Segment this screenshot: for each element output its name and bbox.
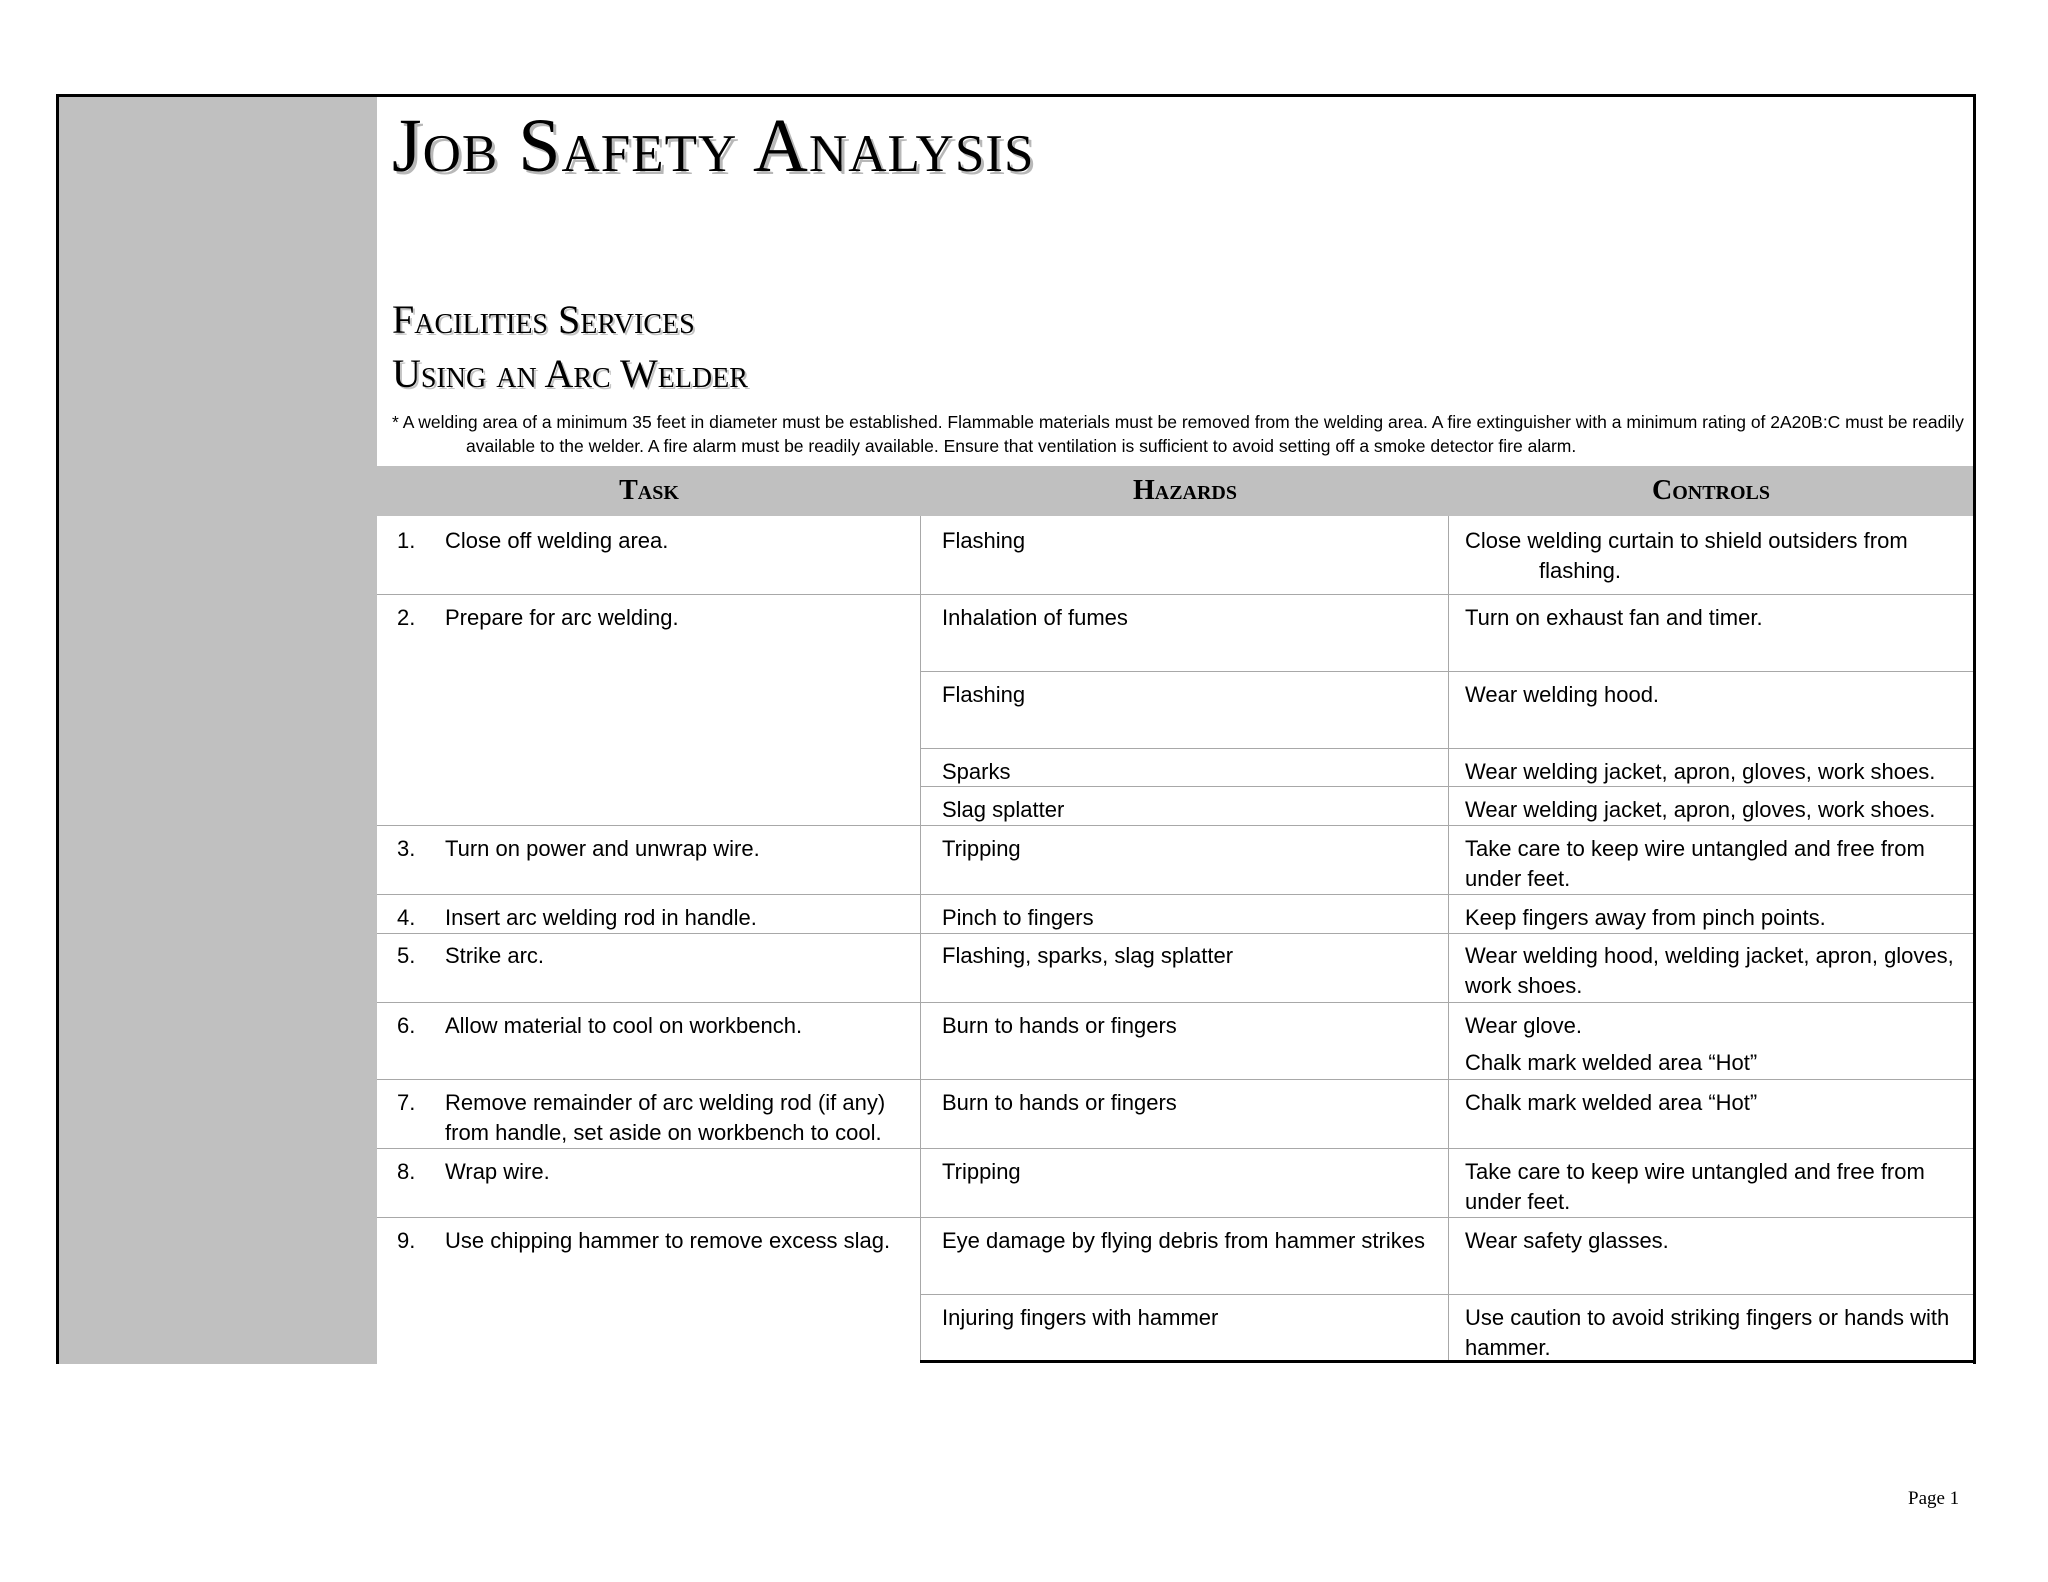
task-text: Close off welding area. <box>445 528 669 553</box>
document-title: Job Safety Analysis <box>392 104 1035 188</box>
hazard-cell: Burn to hands or fingers <box>942 1090 1177 1115</box>
hazard-cell: Tripping <box>942 836 1021 861</box>
safety-note-line-1: * A welding area of a minimum 35 feet in diameter must be established. Flammable materials must be removed from the welding area. A fire extinguisher with a minimum rating of 2A20B:C must be readily <box>392 412 1964 432</box>
hazard-cell: Inhalation of fumes <box>942 605 1128 630</box>
task-number: 5. <box>397 943 416 968</box>
hazard-cell: Flashing <box>942 528 1026 553</box>
task-text: Insert arc welding rod in handle. <box>445 905 757 930</box>
header-task: Task <box>619 475 679 506</box>
task-text: Strike arc. <box>445 943 545 968</box>
column-divider <box>1448 516 1449 1360</box>
table-header <box>377 466 1973 516</box>
table-bottom-border <box>920 1360 1976 1363</box>
control-cell-continued: under feet. <box>1465 1189 1571 1214</box>
control-cell-continued: work shoes. <box>1465 973 1583 998</box>
task-text: Turn on power and unwrap wire. <box>445 836 760 861</box>
task-number: 7. <box>397 1090 416 1115</box>
left-sidebar-band <box>59 97 377 1364</box>
row-divider <box>920 748 1973 749</box>
task-number: 3. <box>397 836 416 861</box>
control-cell: Wear welding hood. <box>1465 682 1660 707</box>
row-divider <box>377 825 1973 826</box>
row-divider <box>377 1148 1973 1149</box>
row-divider <box>920 671 1973 672</box>
control-cell: Take care to keep wire untangled and free from <box>1465 836 1925 861</box>
hazard-cell: Sparks <box>942 759 1011 784</box>
control-cell: Keep fingers away from pinch points. <box>1465 905 1826 930</box>
hazard-cell: Injuring fingers with hammer <box>942 1305 1219 1330</box>
hazard-cell: Tripping <box>942 1159 1021 1184</box>
hazard-cell: Burn to hands or fingers <box>942 1013 1177 1038</box>
control-cell: Close welding curtain to shield outsiders from <box>1465 528 1908 553</box>
control-cell: Wear glove. <box>1465 1013 1582 1038</box>
hazard-cell: Eye damage by flying debris from hammer strikes <box>942 1228 1425 1253</box>
control-cell-continued: under feet. <box>1465 866 1571 891</box>
row-divider <box>377 933 1973 934</box>
header-hazards: Hazards <box>1132 475 1237 506</box>
task-number: 9. <box>397 1228 416 1253</box>
task-number: 8. <box>397 1159 416 1184</box>
control-cell: Turn on exhaust fan and timer. <box>1465 605 1763 630</box>
task-number: 2. <box>397 605 416 630</box>
hazard-cell: Slag splatter <box>942 797 1065 822</box>
row-divider <box>377 1079 1973 1080</box>
page-number: Page 1 <box>1908 1488 1960 1509</box>
control-cell: Take care to keep wire untangled and free from <box>1465 1159 1925 1184</box>
task-text: Use chipping hammer to remove excess slag. <box>445 1228 891 1253</box>
row-divider <box>920 1294 1973 1295</box>
task-number: 6. <box>397 1013 416 1038</box>
control-cell-continued: hammer. <box>1465 1335 1551 1360</box>
task-subtitle: Using an Arc Welder <box>392 351 748 396</box>
task-text: Remove remainder of arc welding rod (if any) <box>445 1090 886 1115</box>
control-cell: Use caution to avoid striking fingers or hands with <box>1465 1305 1950 1330</box>
row-divider <box>377 1002 1973 1003</box>
hazard-cell: Pinch to fingers <box>942 905 1094 930</box>
task-text: Wrap wire. <box>445 1159 550 1184</box>
control-cell: Chalk mark welded area “Hot” <box>1465 1090 1758 1115</box>
row-divider <box>377 1217 1973 1218</box>
control-cell: Wear welding hood, welding jacket, apron, gloves, <box>1465 943 1954 968</box>
department-subtitle: Facilities Services <box>392 297 695 342</box>
hazard-cell: Flashing, sparks, slag splatter <box>942 943 1234 968</box>
control-cell: Wear welding jacket, apron, gloves, work shoes. <box>1465 759 1936 784</box>
control-cell: Wear welding jacket, apron, gloves, work shoes. <box>1465 797 1936 822</box>
header-controls: Controls <box>1651 475 1771 506</box>
task-text-continued: from handle, set aside on workbench to cool. <box>445 1120 882 1145</box>
control-cell-continued: Chalk mark welded area “Hot” <box>1465 1050 1758 1075</box>
safety-note-line-2: available to the welder. A fire alarm must be readily available. Ensure that ventilation is sufficient to avoid setting off a smoke detector fire alarm. <box>466 436 1577 456</box>
control-cell-continued: flashing. <box>1539 558 1621 583</box>
column-divider <box>920 516 921 1360</box>
task-text: Allow material to cool on workbench. <box>445 1013 803 1038</box>
row-divider <box>377 594 1973 595</box>
safety-note <box>392 410 1962 458</box>
task-number: 1. <box>397 528 416 553</box>
control-cell: Wear safety glasses. <box>1465 1228 1669 1253</box>
task-text: Prepare for arc welding. <box>445 605 679 630</box>
task-number: 4. <box>397 905 416 930</box>
hazard-cell: Flashing <box>942 682 1026 707</box>
row-divider <box>377 894 1973 895</box>
